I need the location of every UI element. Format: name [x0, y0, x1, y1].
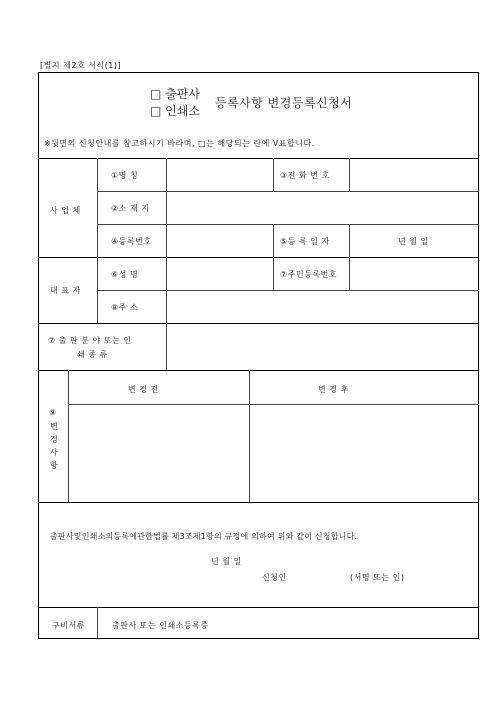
rule-v-rrn-label-l: [273, 257, 274, 290]
field-label-line2: 쇄 종 류: [77, 350, 108, 359]
changes-char-2: 경: [50, 435, 59, 444]
rule-v-phone-label-l: [273, 158, 274, 191]
rep-name-field[interactable]: [167, 258, 272, 289]
frame-top: [38, 72, 479, 73]
rep-rrn-label: ⑦주민등록번호: [280, 270, 338, 279]
business-address-label: ②소 재 지: [111, 204, 150, 213]
business-name-label: ①명 칭: [111, 171, 139, 180]
field-label-line1: ⑦ 출 판 분 야 또는 인: [48, 336, 132, 345]
rep-address-label: ⑧주 소: [111, 303, 139, 312]
rep-name-label: ⑥성 명: [111, 270, 139, 279]
changes-number: ⑨: [49, 408, 57, 417]
rule-business-2: [97, 224, 479, 225]
changes-char-4: 항: [50, 461, 59, 470]
business-regno-field[interactable]: [167, 225, 272, 256]
documents-value: 출판사 또는 인쇄소등록증: [112, 621, 209, 630]
rule-changes-bottom: [38, 502, 479, 503]
rule-declaration-bottom: [38, 607, 479, 608]
form-number: [별지 제2호 서식(1)]: [40, 61, 122, 70]
option-publisher-label: 출판사: [165, 87, 200, 101]
changes-after-label: 변 경 후: [318, 385, 349, 394]
rule-v-date-label-l: [273, 224, 274, 257]
checkbox-printer[interactable]: □: [150, 104, 162, 118]
frame-bottom: [38, 638, 479, 639]
documents-label: 구비서류: [52, 621, 85, 630]
checkbox-publisher[interactable]: □: [150, 87, 162, 101]
changes-before-label: 변 경 전: [128, 385, 159, 394]
business-regdate-label: ⑤등 록 일 자: [280, 237, 330, 246]
changes-char-3: 사: [50, 448, 59, 457]
changes-char-1: 변: [50, 422, 59, 431]
option-printer-label: 인쇄소: [165, 104, 200, 118]
business-section-label: 사 업 체: [50, 206, 81, 215]
rule-field-bottom: [38, 370, 479, 371]
rule-v-label: [97, 158, 98, 323]
changes-before-field[interactable]: [69, 405, 248, 501]
option-printer[interactable]: [150, 102, 200, 119]
rule-v-docs: [97, 607, 98, 638]
rep-rrn-field[interactable]: [350, 258, 477, 289]
field-value[interactable]: [167, 324, 477, 369]
option-publisher[interactable]: [150, 85, 200, 102]
business-name-field[interactable]: [167, 159, 272, 190]
rep-address-field[interactable]: [167, 291, 477, 322]
signature-note: (서명 또는 인): [350, 573, 405, 582]
applicant-label: 신청인: [262, 573, 287, 582]
rule-v-date-label-r: [349, 224, 350, 257]
form-title: 등록사항 변경등록신청서: [215, 96, 353, 110]
applicant-name-field[interactable]: [295, 568, 345, 584]
business-phone-label: ③전 화 번 호: [280, 171, 330, 180]
business-address-field[interactable]: [167, 192, 477, 223]
changes-after-field[interactable]: [250, 405, 477, 501]
rep-section-label: 대 표 자: [50, 286, 81, 295]
business-regdate-field[interactable]: 년 월 일: [398, 237, 429, 246]
declaration-date[interactable]: 년 월 일: [211, 557, 242, 566]
instruction-text: ※뒷면의 신청안내를 참고하시기 바라며, □는 해당되는 란에 V표합니다.: [44, 139, 315, 148]
declaration-statement: 출판사및인쇄소의등록에관한법률 제3조제1항의 규정에 의하여 위와 같이 신청합니다.: [50, 532, 358, 541]
business-phone-field[interactable]: [350, 159, 477, 190]
business-regno-label: ④등록번호: [111, 237, 152, 246]
